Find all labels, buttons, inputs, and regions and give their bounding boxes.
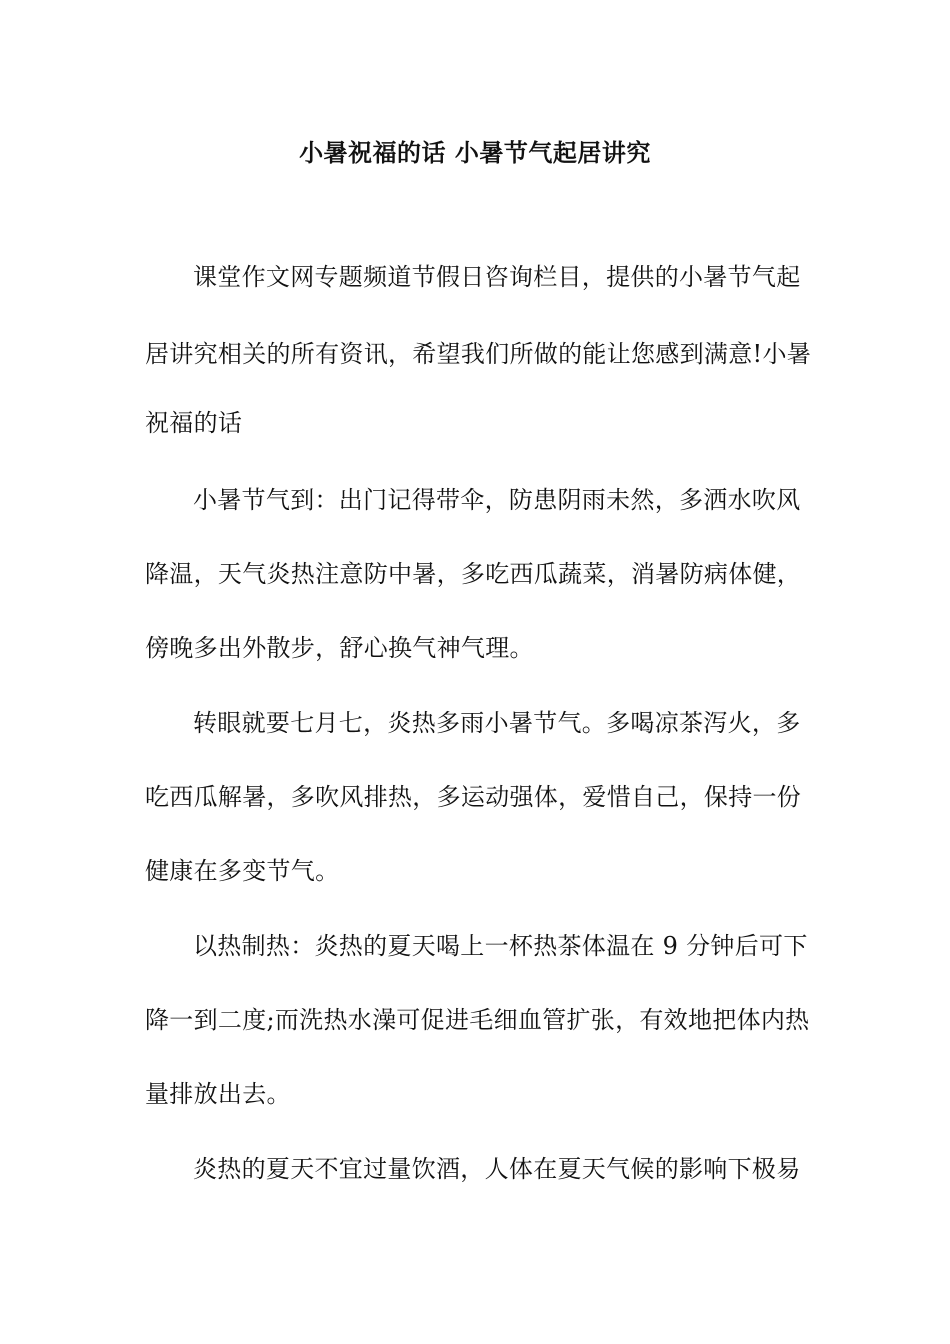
paragraph-line: 吃西瓜解暑，多吹风排热，多运动强体，爱惜自己，保持一份 (145, 783, 802, 811)
paragraph-line: 课堂作文网专题频道节假日咨询栏目，提供的小暑节气起 (193, 263, 801, 291)
paragraph-line: 转眼就要七月七，炎热多雨小暑节气。多喝凉茶泻火，多 (193, 709, 801, 737)
paragraph-line: 降温，天气炎热注意防中暑，多吃西瓜蔬菜，消暑防病体健， (145, 560, 802, 588)
paragraph-line: 以热制热：炎热的夏天喝上一杯热茶体温在 9 分钟后可下 (193, 932, 808, 960)
paragraph-line: 居讲究相关的所有资讯，希望我们所做的能让您感到满意!小暑 (145, 340, 812, 368)
document-title: 小暑祝福的话 小暑节气起居讲究 (299, 138, 651, 167)
paragraph-line: 小暑节气到：出门记得带伞，防患阴雨未然，多洒水吹风 (193, 486, 801, 514)
paragraph-line: 炎热的夏天不宜过量饮酒，人体在夏天气候的影响下极易 (193, 1155, 801, 1183)
paragraph-line: 傍晚多出外散步，舒心换气神气理。 (145, 634, 534, 662)
paragraph-line: 降一到二度;而洗热水澡可促进毛细血管扩张，有效地把体内热 (145, 1006, 810, 1034)
paragraph-line: 量排放出去。 (145, 1080, 291, 1108)
paragraph-line: 祝福的话 (145, 409, 243, 437)
paragraph-line: 健康在多变节气。 (145, 857, 340, 885)
